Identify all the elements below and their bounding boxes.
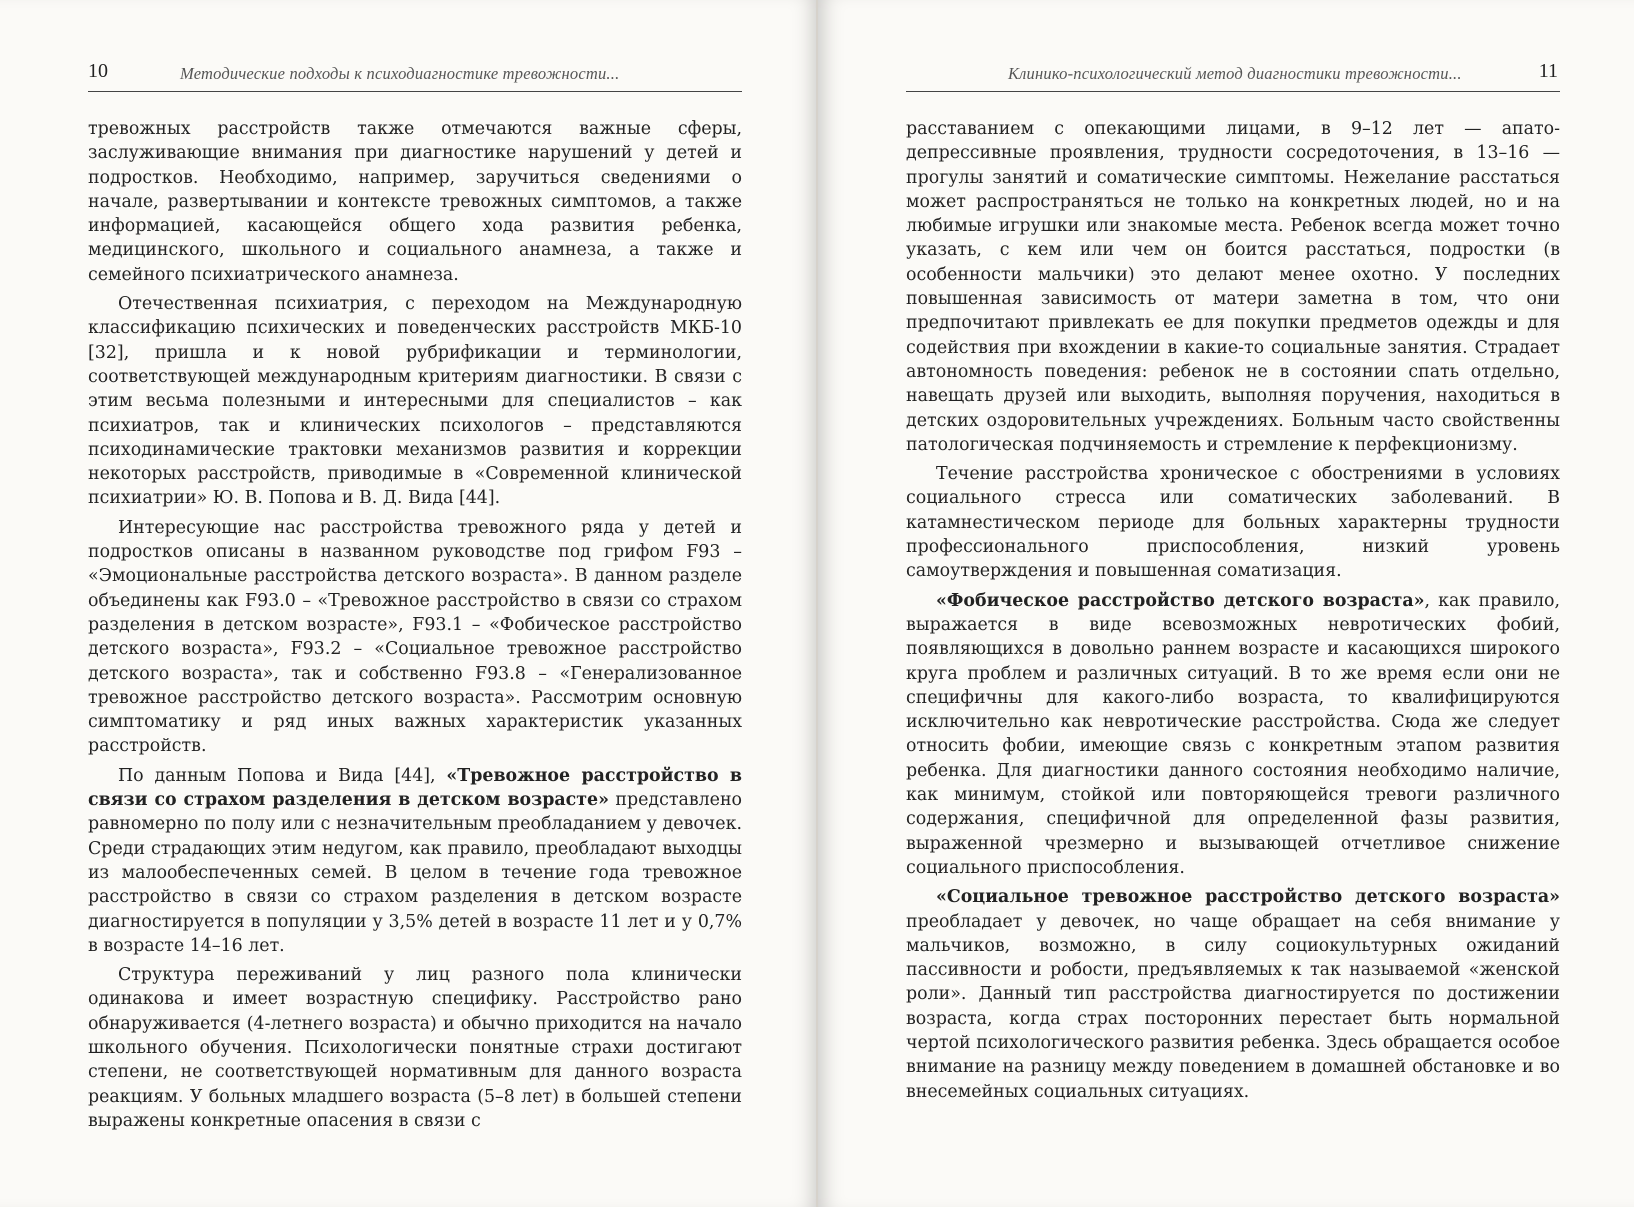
right-running-head bbox=[906, 58, 1560, 92]
right-running-head-title: Клинико-психологический метод диагностики тревожности... bbox=[1008, 64, 1462, 83]
left-running-head-title: Методические подходы к психодиагностике тревожности... bbox=[180, 64, 620, 83]
right-body-text bbox=[906, 117, 1560, 1109]
paragraph-rest: представлено равномерно по полу или с незначительным преобладанием у девочек. Среди страдающих этим недугом, как правило, преобладают выходцы из малообеспеченных семей. В целом в течение года тревожное расстройство в связи со страхом разделения в детском возрасте диагностируется в популяции у 3,5% детей в возрасте 11 лет и у 0,7% в возрасте 14–16 лет. bbox=[88, 790, 743, 956]
paragraph: Интересующие нас расстройства тревожного ряда у детей и подростков описаны в названном руководстве под грифом F93 – «Эмоциональные расстройства детского возраста». В данном разделе объединены как F93.0 – «Тревожное расстройство в связи со страхом разделения в детском возрасте», F93.1 – «Фобическое расстройство детского возраста», F93.2 – «Социальное тревожное расстройство детского возраста», так и собственно F93.8 – «Генерализованное тревожное расстройство детского возраста». Рассмотрим основную симптоматику и ряд иных важных характеристик указанных расстройств. bbox=[88, 517, 742, 757]
paragraph bbox=[88, 764, 742, 958]
paragraph: расставанием с опекающими лицами, в 9–12 лет — апато-депрессивные проявления, трудности сосредоточения, в 13–16 — прогулы занятий и соматические симптомы. Нежелание расстаться может распространяться не только на конкретных людей, но и на любимые игрушки или знакомые места. Ребенок всегда может точно указать, с кем или чем он боится расстаться, подростки (в особенности мальчики) это делают менее охотно. У последних повышенная зависимость от матери заметна в том, что они предпочитают привлекать ее для покупки предметов одежды и для содействия при вхождении в какие-то социальные занятия. Страдает автономность поведения: ребенок не в состоянии спать отдельно, навещать друзей или выходить, выполняя поручения, находиться в детских оздоровительных учреждениях. Больным часто свойственны патологическая подчиняемость и стремление к перфекционизму. bbox=[906, 119, 1560, 455]
paragraph-rest: преобладает у девочек, но чаще обращает на себя внимание у мальчиков, возможно, в силу социокультурных ожиданий пассивности и робости, предъявляемых к так называемой «женской роли». Данный тип расстройства диагностируется по достижении возраста, когда страх посторонних перестает быть нормальной чертой психологического развития ребенка. Здесь обращается особое внимание на разницу между поведением в домашней обстановке и во внесемейных социальных ситуациях. bbox=[906, 911, 1560, 1102]
paragraph: Течение расстройства хроническое с обострениями в условиях социального стресса или соматических заболеваний. В катамнестическом периоде для больных характерны трудности профессионального приспособления, низкий уровень самоутверждения и повышенная соматизация. bbox=[906, 464, 1560, 582]
paragraph: Структура переживаний у лиц разного пола клинически одинакова и имеет возрастную специфику. Расстройство рано обнаруживается (4-летнего возраста) и обычно приходится на начало школьного обучения. Психологически понятные страхи достигают степени, не соответствующей нормативным для данного возраста реакциям. У больных младшего возраста (5–8 лет) в большей степени выражены конкретные опасения в связи с bbox=[88, 965, 742, 1131]
left-body-text bbox=[88, 117, 742, 1138]
paragraph: тревожных расстройств также отмечаются важные сферы, заслуживающие внимания при диагностике нарушений у детей и подростков. Необходимо, например, заручиться сведениями о начале, развертывании и контексте тревожных симптомов, а также информацией, касающейся общего хода развития ребенка, медицинского, школьного и социального анамнеза, а также и семейного психиатрического анамнеза. bbox=[88, 119, 742, 285]
right-page bbox=[818, 0, 1634, 1207]
paragraph bbox=[906, 885, 1560, 1104]
bold-term: «Тревожное расстройство в связи со страхом разделения в детском возрасте» bbox=[88, 765, 742, 811]
right-page-number: 11 bbox=[1538, 60, 1558, 82]
bold-term: «Фобическое расстройство детского возраста» bbox=[936, 590, 1425, 611]
paragraph: Отечественная психиатрия, с переходом на Международную классификацию психических и поведенческих расстройств МКБ-10 [32], пришла и к новой рубрификации и терминологии, соответствующей международным критериям диагностики. В связи с этим весьма полезными и интересными для специалистов – как психиатров, так и клинических психологов – представляются психодинамические трактовки механизмов развития и коррекции некоторых расстройств, приводимые в «Современной клинической психиатрии» Ю. В. Попова и В. Д. Вида [44]. bbox=[88, 294, 742, 509]
paragraph-rest: , как правило, выражается в виде всевозможных невротических фобий, появляющихся в довольно раннем возрасте и касающихся широкого круга проблем и различных ситуаций. В то же время если они не специфичны для какого-либо возраста, то квалифицируются исключительно как невротические расстройства. Сюда же следует относить фобии, имеющие связь с конкретным этапом развития ребенка. Для диагностики данного состояния необходимо наличие, как минимум, стойкой или повторяющейся тревоги различного содержания, специфичной для определенной фазы развития, выраженной чрезмерно и вызывающей отчетливое снижение социального приспособления. bbox=[906, 590, 1561, 878]
bold-term: «Социальное тревожное расстройство детского возраста» bbox=[936, 887, 1560, 908]
left-running-head bbox=[88, 58, 742, 92]
paragraph bbox=[906, 589, 1560, 881]
left-page-number: 10 bbox=[88, 60, 108, 82]
paragraph-lead: По данным Попова и Вида [44], bbox=[118, 765, 447, 786]
